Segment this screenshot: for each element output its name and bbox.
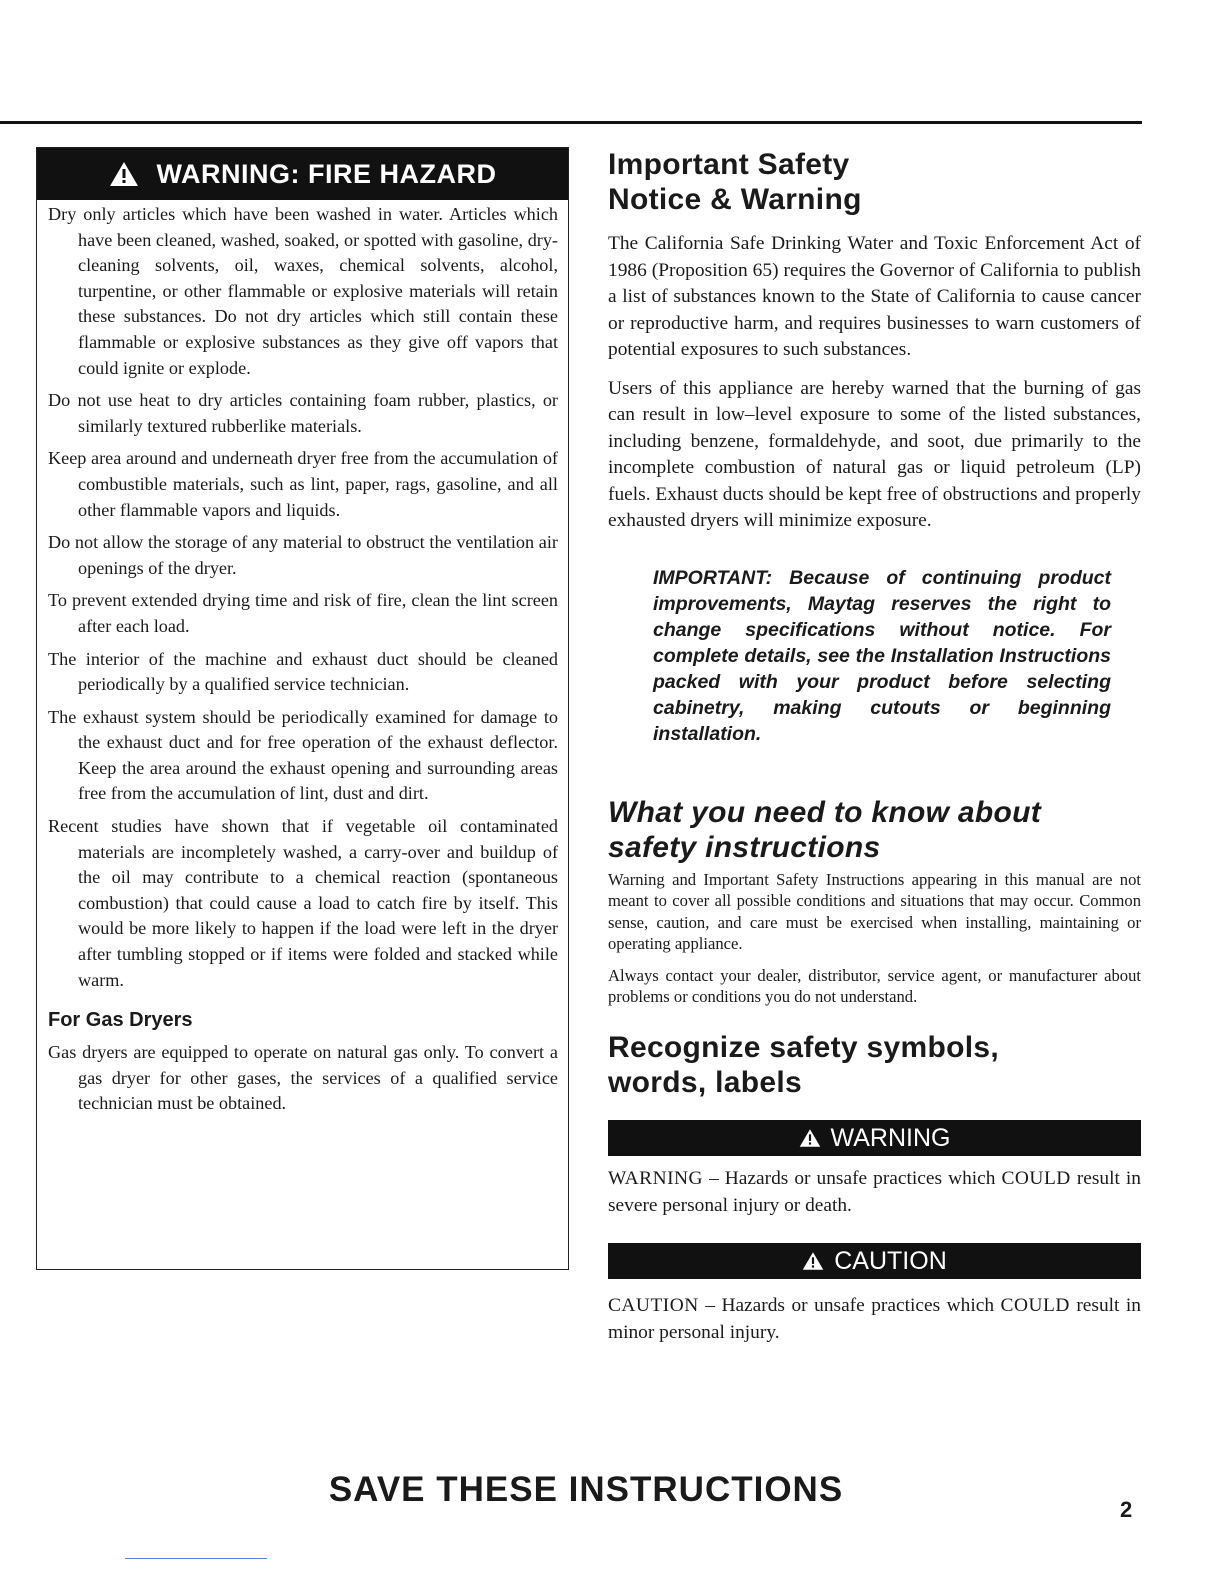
caution-triangle-icon [802,1251,824,1271]
know-paragraph-1: Warning and Important Safety Instructions appearing in this manual are not meant to cover all possible conditions and situations that may occur. Common sense, caution, and care must be exercised when installing, maintaining or operating appliance. [608,869,1141,954]
link-underline [125,1558,267,1559]
safety-notice-heading-line1: Important Safety [608,148,850,181]
recognize-heading-line1: Recognize safety symbols, [608,1031,999,1065]
recognize-heading-line2: words, labels [608,1066,802,1100]
fire-paragraph-5: To prevent extended drying time and risk of fire, clean the lint screen after each load. [48,590,558,636]
warning-label-bar [608,1120,1141,1156]
warning-could: COULD [1001,1168,1071,1190]
gas-exposure-paragraph: Users of this appliance are hereby warned that the burning of gas can result in low–level exposure to some of the listed substances, including benzene, formaldehyde, and soot, due primarily to the incomplete combustion of natural gas or liquid petroleum (LP) fuels. Exhaust ducts should be kept free of obstructions and properly exhausted dryers will minimize exposure. [608,377,1141,531]
know-paragraph-2: Always contact your dealer, distributor, service agent, or manufacturer about problems or conditions you do not understand. [608,965,1141,1007]
safety-notice-heading [608,147,1141,217]
important-notice: IMPORTANT: Because of continuing product improvements, Maytag reserves the right to change specifications without notice. For complete details, see the Installation Instructions packed with your product before selecting cabinetry, making cutouts or beginning installation. [653,566,1111,745]
caution-definition-text: – Hazards or unsafe practices which [698,1295,1001,1317]
fire-hazard-header [37,148,568,200]
top-rule [0,121,1142,124]
warning-definition-end: result in severe personal injury or death. [608,1168,1142,1216]
caution-label-text: CAUTION [834,1246,947,1275]
recognize-heading [608,1030,1141,1100]
caution-definition-end: result in minor personal injury. [608,1295,1141,1343]
caution-label-bar [608,1243,1141,1279]
fire-paragraph-4: Do not allow the storage of any material to obstruct the ventilation air openings of the dryer. [48,532,558,578]
fire-paragraph-1: Dry only articles which have been washed in water. Articles which have been cleaned, washed, soaked, or spotted with gasoline, dry-cleaning solvents, oil, waxes, chemical solvents, alcohol, turpentine, or other flammable or explosive materials will retain these substances. Do not dry articles which still contain these flammable or explosive substances as they give off vapors that could ignite or explode. [48,204,558,378]
fire-hazard-title: WARNING: FIRE HAZARD [156,158,497,189]
know-heading-line1: What you need to know about [608,795,1042,829]
gas-dryers-heading: For Gas Dryers [48,1009,193,1032]
fire-paragraph-2: Do not use heat to dry articles containing foam rubber, plastics, or similarly textured rubberlike materials. [48,390,558,436]
fire-paragraph-8: Recent studies have shown that if vegetable oil contaminated materials are incompletely washed, a carry-over and buildup of the oil may contribute to a chemical reaction (spontaneous combustion) that could cause a load to catch fire by itself. This would be more likely to happen if the load were left in the dryer after tumbling stopped or if items were folded and stacked while warm. [48,816,558,990]
fire-paragraph-3: Keep area around and underneath dryer free from the accumulation of combustible materials, such as lint, paper, rags, gasoline, and all other flammable vapors and liquids. [48,448,558,520]
warning-definition-text: – Hazards or unsafe practices which [703,1168,1002,1190]
warning-definition [608,1166,1141,1219]
fire-paragraph-6: The interior of the machine and exhaust duct should be cleaned periodically by a qualified service technician. [48,648,558,695]
warning-label-text: WARNING [830,1123,951,1152]
know-heading-line2: safety instructions [608,830,881,864]
know-heading [608,795,1141,865]
fire-hazard-body [37,200,568,1117]
caution-could: COULD [1000,1295,1070,1317]
warning-word: WARNING [608,1168,704,1190]
safety-notice-heading-line2: Notice & Warning [608,183,862,216]
caution-definition [608,1293,1141,1346]
gas-dryers-paragraph: Gas dryers are equipped to operate on natural gas only. To convert a gas dryer for other gases, the services of a qualified service technician must be obtained. [48,1042,558,1114]
warning-triangle-icon [799,1128,821,1148]
save-instructions-footer: SAVE THESE INSTRUCTIONS [328,1470,844,1509]
page-number: 2 [1120,1497,1133,1522]
fire-paragraph-7: The exhaust system should be periodically examined for damage to the exhaust duct and for free operation of the exhaust deflector. Keep the area around the exhaust opening and surrounding areas free from the accumulation of lint, dust and dirt. [48,706,558,804]
fire-hazard-box [36,147,569,1270]
caution-word: CAUTION [608,1295,699,1317]
warning-triangle-icon [109,161,139,187]
right-column [608,147,1141,1346]
prop65-paragraph: The California Safe Drinking Water and Toxic Enforcement Act of 1986 (Proposition 65) requires the Governor of California to publish a list of substances known to the State of California to cause cancer or reproductive harm, and requires businesses to warn customers of potential exposures to such substances. [608,233,1141,360]
